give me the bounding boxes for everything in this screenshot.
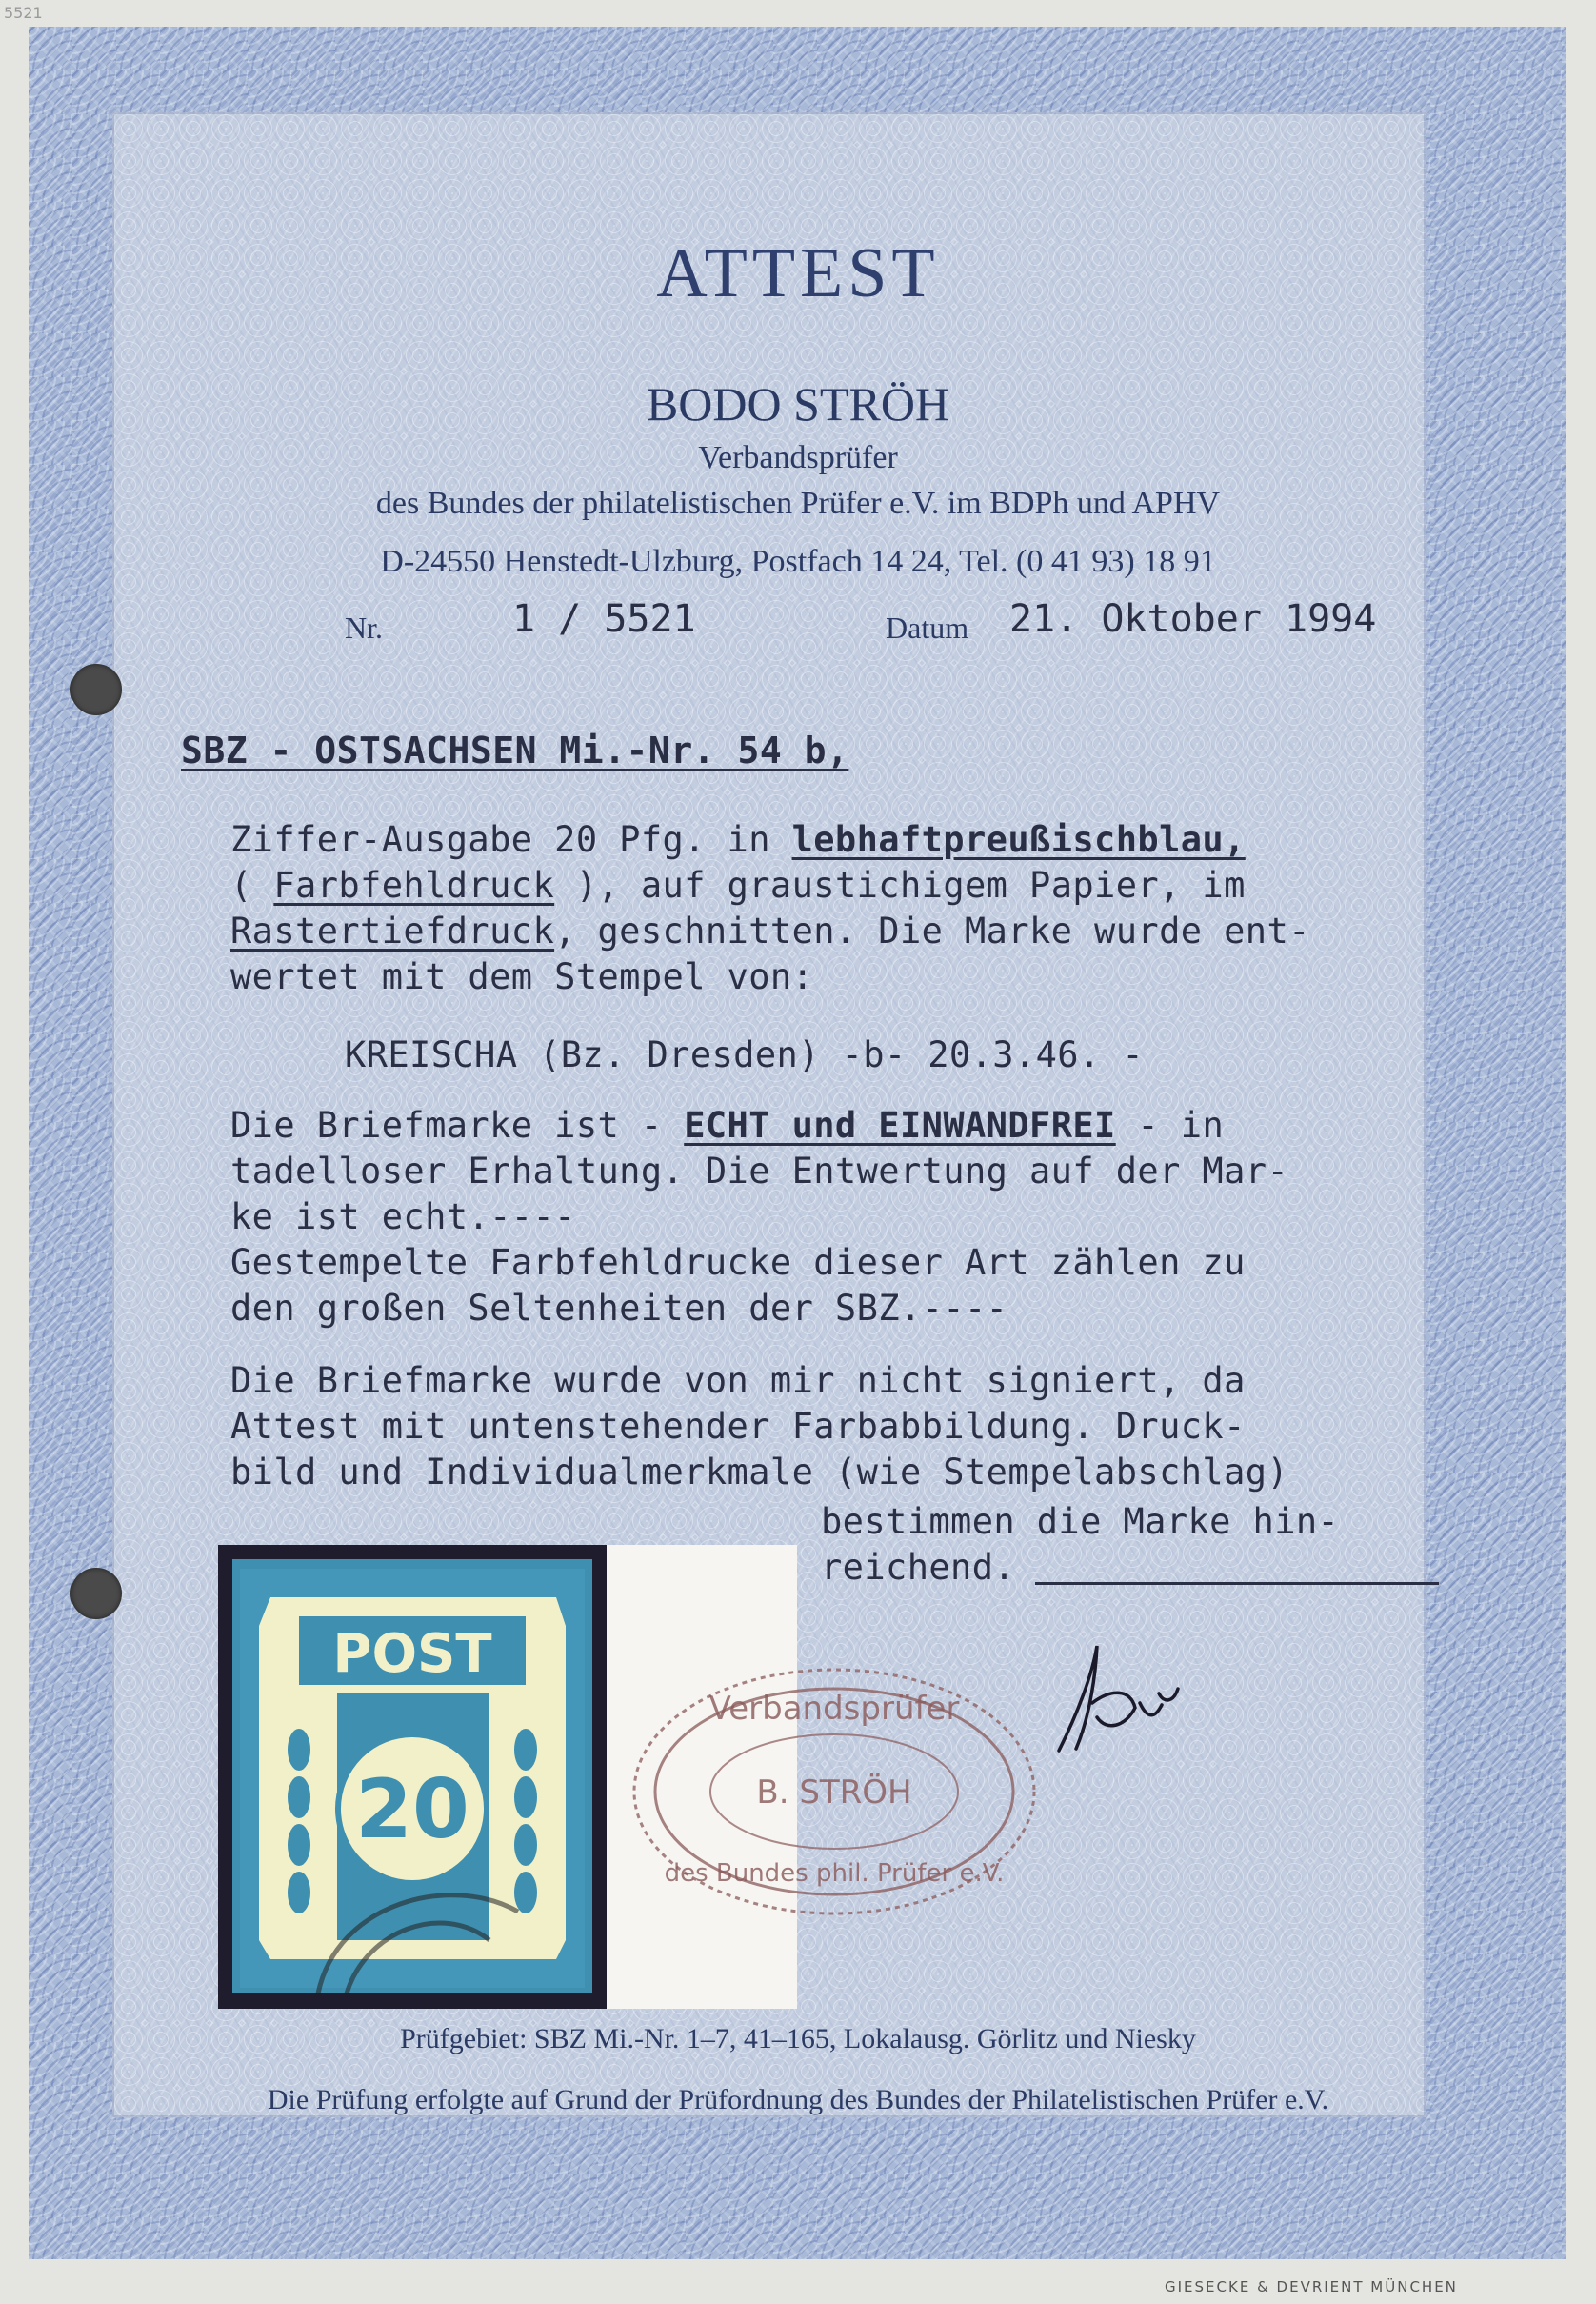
body-line-9: Gestempelte Farbfehldrucke dieser Art zählen zu (230, 1242, 1246, 1283)
body-line-4: wertet mit dem Stempel von: (230, 956, 814, 997)
body-line-12: Attest mit untenstehender Farbabbildung. Druck- (230, 1406, 1246, 1447)
examiner-role: Verbandsprüfer (698, 440, 898, 475)
nr-label: Nr. (345, 611, 383, 645)
body-line-14: bestimmen die Marke hin- (821, 1501, 1340, 1542)
seal-top-text: Verbandsprüfer (708, 1690, 960, 1728)
seal-middle-text: B. STRÖH (756, 1773, 912, 1812)
examiner-signature (1040, 1636, 1183, 1760)
body-line-13: bild und Individualmerkmale (wie Stempelabschlag) (230, 1452, 1289, 1493)
date-value: 21. Oktober 1994 (1009, 597, 1377, 641)
stamp-value: 20 (355, 1762, 469, 1857)
examiner-address: D-24550 Henstedt-Ulzburg, Postfach 14 24, Tel. (0 41 93) 18 91 (380, 544, 1216, 579)
item-heading: SBZ - OSTSACHSEN Mi.-Nr. 54 b, (181, 730, 849, 771)
certificate-title: ATTEST (656, 234, 940, 312)
body-line-1: Ziffer-Ausgabe 20 Pfg. in lebhaftpreußischblau, (230, 819, 1246, 860)
nr-value: 1 / 5521 (512, 597, 696, 641)
scope-line: Prüfgebiet: SBZ Mi.-Nr. 1–7, 41–165, Lokalausg. Görlitz und Niesky (400, 2023, 1196, 2054)
stamp-post-label: POST (332, 1623, 492, 1685)
cancel-postmark: KREISCHA (Bz. Dresden) -b- 20.3.46. - (345, 1034, 1145, 1075)
body-line-8: ke ist echt.---- (230, 1196, 576, 1237)
body-line-2: ( Farbfehldruck ), auf graustichigem Papier, im (230, 865, 1246, 906)
punch-hole-icon (70, 664, 122, 715)
printer-imprint: GIESECKE & DEVRIENT MÜNCHEN (1165, 2278, 1458, 2295)
punch-hole-icon (70, 1568, 122, 1619)
body-line-15: reichend. (821, 1547, 1016, 1588)
examiner-seal (625, 1660, 1044, 1923)
body-line-3: Rastertiefdruck, geschnitten. Die Marke wurde ent- (230, 911, 1310, 952)
body-line-10: den großen Seltenheiten der SBZ.---- (230, 1288, 1008, 1329)
body-line-11: Die Briefmarke wurde von mir nicht signiert, da (230, 1360, 1246, 1401)
signature-rule (1035, 1582, 1439, 1585)
pencil-mark: 5521 (4, 4, 43, 22)
examiner-association: des Bundes der philatelistischen Prüfer e.V. im BDPh und APHV (375, 486, 1221, 521)
seal-bottom-text: des Bundes phil. Prüfer e.V. (664, 1859, 1005, 1888)
stamp-image (232, 1559, 592, 1993)
body-line-6: Die Briefmarke ist - ECHT und EINWANDFREI - in (230, 1105, 1225, 1146)
basis-line: Die Prüfung erfolgte auf Grund der Prüfordnung des Bundes der Philatelistischen Prüfer e.V. (267, 2084, 1329, 2115)
date-label: Datum (886, 611, 969, 645)
body-line-7: tadelloser Erhaltung. Die Entwertung auf der Mar- (230, 1151, 1289, 1192)
examiner-name: BODO STRÖH (646, 377, 950, 431)
